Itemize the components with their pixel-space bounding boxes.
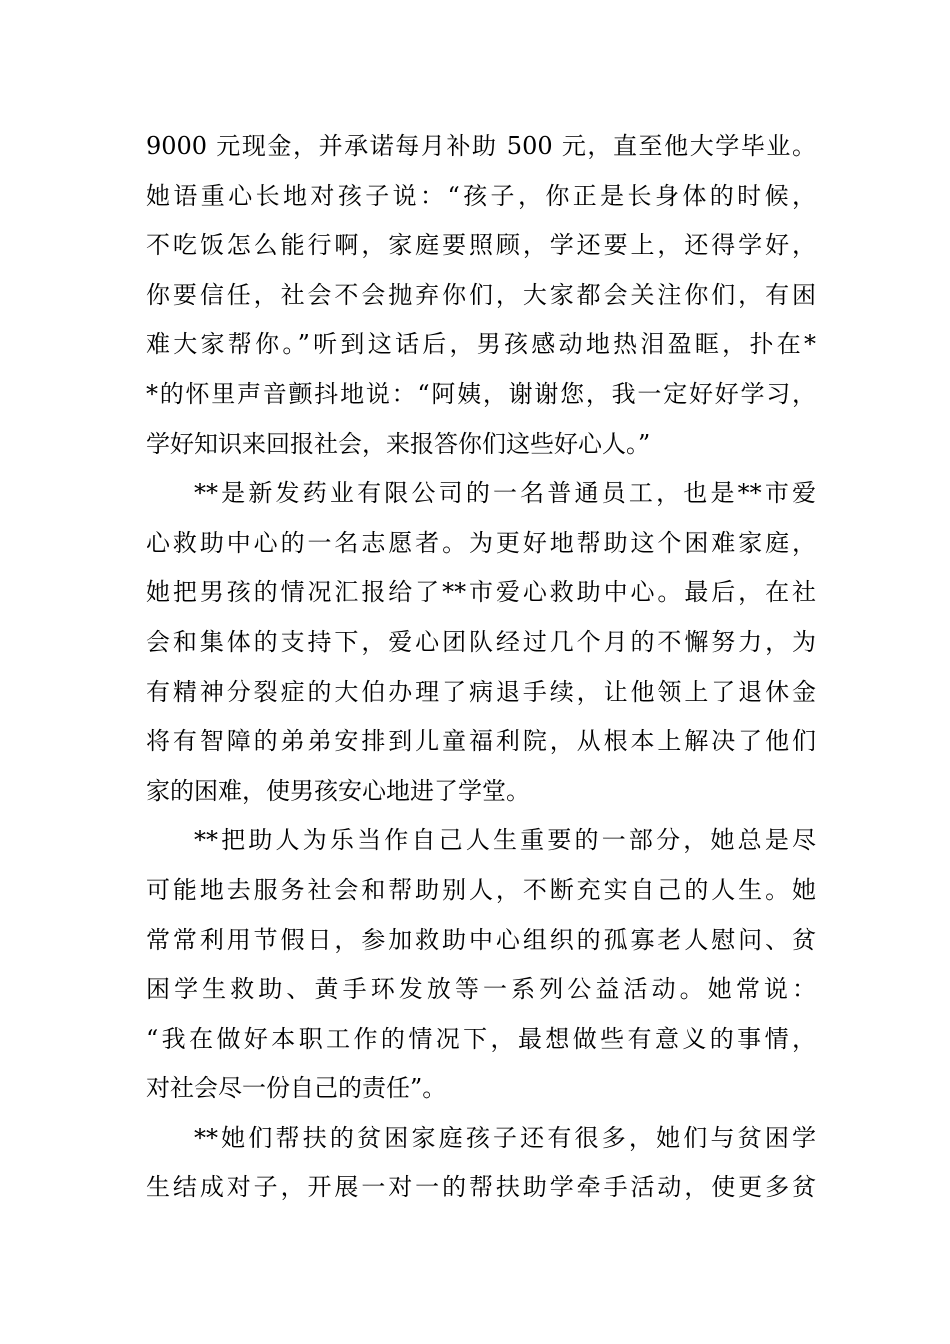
text-line: 困学生救助、黄手环发放等一系列公益活动。她常说： [146,975,816,1004]
text-line: **是新发药业有限公司的一名普通员工，也是**市爱 [194,479,816,508]
text-line: **把助人为乐当作自己人生重要的一部分，她总是尽 [194,826,816,855]
text-line: 有精神分裂症的大伯办理了病退手续，让他领上了退休金 [146,677,816,706]
text-line: *的怀里声音颤抖地说：“阿姨，谢谢您，我一定好好学习， [146,379,816,408]
text-line: 心救助中心的一名志愿者。为更好地帮助这个困难家庭， [146,528,816,557]
text-line: 会和集体的支持下，爱心团队经过几个月的不懈努力，为 [146,627,816,656]
text-line: 不吃饭怎么能行啊，家庭要照顾，学还要上，还得学好， [146,231,816,260]
text-line: 常常利用节假日，参加救助中心组织的孤寡老人慰问、贫 [146,925,816,954]
text-line: 家的困难，使男孩安心地进了学堂。 [146,776,530,805]
text-line: 难大家帮你。”听到这话后，男孩感动地热泪盈眶，扑在* [146,330,816,359]
document-body [146,122,816,1213]
text-line: 你要信任，社会不会抛弃你们，大家都会关注你们，有困 [146,280,816,309]
paragraph-2 [146,469,816,816]
text-line: 9000 元现金，并承诺每月补助 500 元，直至他大学毕业。 [146,132,816,160]
text-line: 可能地去服务社会和帮助别人，不断充实自己的人生。她 [146,875,816,904]
text-line: 生结成对子，开展一对一的帮扶助学牵手活动，使更多贫 [146,1173,816,1202]
text-line: 对社会尽一份自己的责任”。 [146,1074,447,1103]
paragraph-3 [146,816,816,1114]
text-line: 将有智障的弟弟安排到儿童福利院，从根本上解决了他们 [146,727,816,756]
text-line: 学好知识来回报社会，来报答你们这些好心人。” [146,429,651,458]
paragraph-4 [146,1114,816,1213]
text-line: “我在做好本职工作的情况下，最想做些有意义的事情， [146,1024,816,1053]
paragraph-1 [146,122,816,469]
text-line: 她语重心长地对孩子说：“孩子，你正是长身体的时候， [146,181,816,210]
text-line: **她们帮扶的贫困家庭孩子还有很多，她们与贫困学 [194,1123,816,1152]
text-line: 她把男孩的情况汇报给了**市爱心救助中心。最后，在社 [146,578,816,607]
